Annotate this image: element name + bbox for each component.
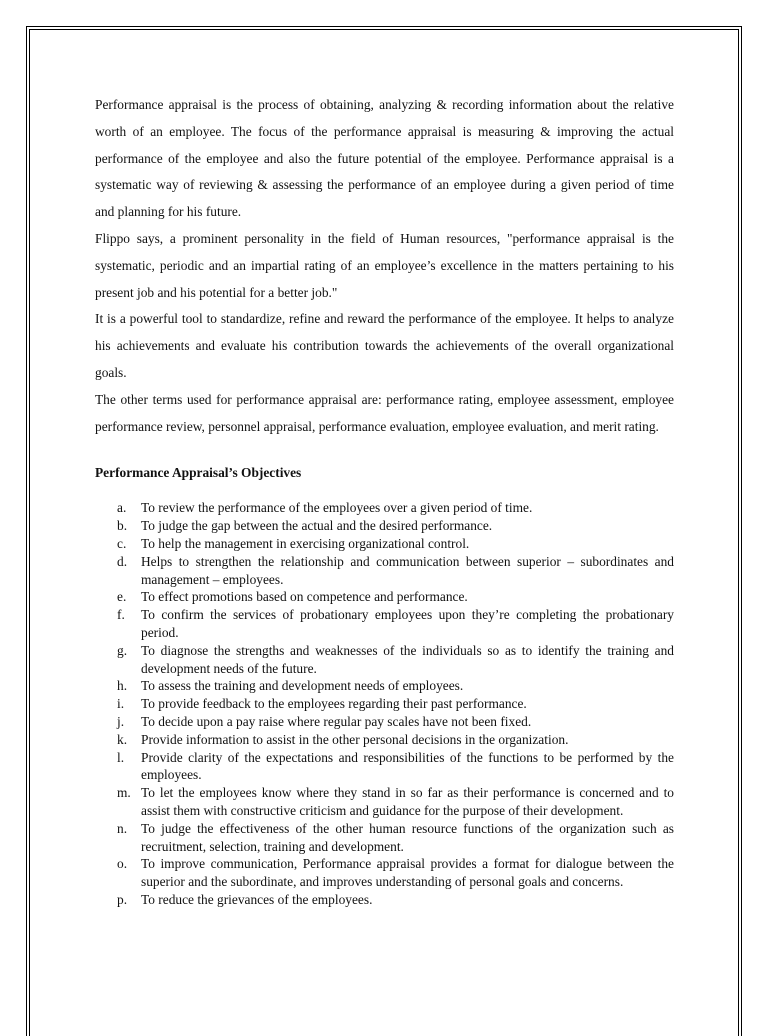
list-marker: l. (117, 749, 125, 765)
list-marker: j. (117, 713, 125, 729)
objectives-list (95, 499, 674, 908)
list-item (95, 642, 674, 678)
list-marker: p. (117, 891, 128, 907)
list-item (95, 553, 674, 589)
list-item (95, 784, 674, 820)
list-item-text: To review the performance of the employees over a given period of time. (141, 500, 533, 516)
list-item (95, 820, 674, 856)
list-item-text: To reduce the grievances of the employees. (141, 891, 373, 907)
list-marker: c. (117, 535, 127, 551)
paragraph-other-terms: The other terms used for performance appraisal are: performance rating, employee assessment, employee performance review, personnel appraisal, performance evaluation, employee evaluation, and merit rating. (95, 391, 674, 434)
list-marker: a. (117, 500, 127, 516)
list-marker: h. (117, 678, 128, 694)
list-item-text: To diagnose the strengths and weaknesses of the individuals so as to identify the training and development needs of the future. (141, 642, 674, 676)
list-item-text: Helps to strengthen the relationship and communication between superior – subordinates and management – employees. (141, 553, 674, 587)
list-item-text: To judge the effectiveness of the other human resource functions of the organization such as recruitment, selection, training and development. (141, 820, 674, 854)
list-item-text: To provide feedback to the employees regarding their past performance. (141, 696, 527, 712)
objectives-heading: Performance Appraisal’s Objectives (95, 465, 302, 481)
paragraph-tool: It is a powerful tool to standardize, refine and reward the performance of the employee. It helps to analyze his achievements and evaluate his contribution towards the achievements of the overall organizational goals. (95, 311, 674, 380)
list-item (95, 517, 674, 535)
list-item-text: To assess the training and development needs of employees. (141, 678, 464, 694)
list-item-text: To improve communication, Performance appraisal provides a format for dialogue between the superior and the subordinate, and improves understanding of personal goals and concerns. (141, 856, 674, 890)
list-item-text: Provide information to assist in the other personal decisions in the organization. (141, 731, 569, 747)
document-body (95, 92, 674, 909)
list-item (95, 677, 674, 695)
list-item (95, 713, 674, 731)
list-item-text: To effect promotions based on competence and performance. (141, 589, 468, 605)
list-marker: d. (117, 553, 128, 569)
list-marker: o. (117, 856, 128, 872)
list-item (95, 695, 674, 713)
list-item-text: Provide clarity of the expectations and responsibilities of the functions to be performed by the employees. (141, 749, 674, 783)
list-marker: e. (117, 589, 127, 605)
list-item (95, 891, 674, 909)
list-item-text: To let the employees know where they stand in so far as their performance is concerned and to assist them with constructive criticism and guidance for the purpose of their development. (141, 785, 674, 818)
list-marker: b. (117, 518, 128, 534)
list-marker: n. (117, 820, 128, 836)
list-item (95, 855, 674, 891)
list-item (95, 588, 674, 606)
list-marker: f. (117, 607, 125, 623)
list-item-text: To confirm the services of probationary employees upon they’re completing the probationary period. (141, 607, 674, 640)
list-item (95, 731, 674, 749)
list-marker: g. (117, 642, 128, 658)
list-item-text: To judge the gap between the actual and the desired performance. (141, 518, 493, 534)
list-marker: k. (117, 731, 128, 747)
list-item (95, 535, 674, 553)
list-item (95, 499, 674, 517)
list-item-text: To decide upon a pay raise where regular pay scales have not been fixed. (141, 713, 532, 729)
paragraph-flippo-quote: Flippo says, a prominent personality in the field of Human resources, "performance appraisal is the systematic, periodic and an impartial rating of an employee’s excellence in the matters pertaining to his present job and his potential for a better job." (95, 230, 674, 300)
paragraph-definition: Performance appraisal is the process of obtaining, analyzing & recording information about the relative worth of an employee. The focus of the performance appraisal is measuring & improving the actual performance of the employee and also the future potential of the employee. Performance appraisal is a systematic way of reviewing & assessing the performance of an employee during a given period of time and planning for his future. (95, 97, 674, 220)
list-marker: m. (117, 785, 131, 801)
list-item (95, 606, 674, 642)
list-item (95, 749, 674, 785)
list-marker: i. (117, 696, 125, 712)
list-item-text: To help the management in exercising organizational control. (141, 535, 470, 551)
